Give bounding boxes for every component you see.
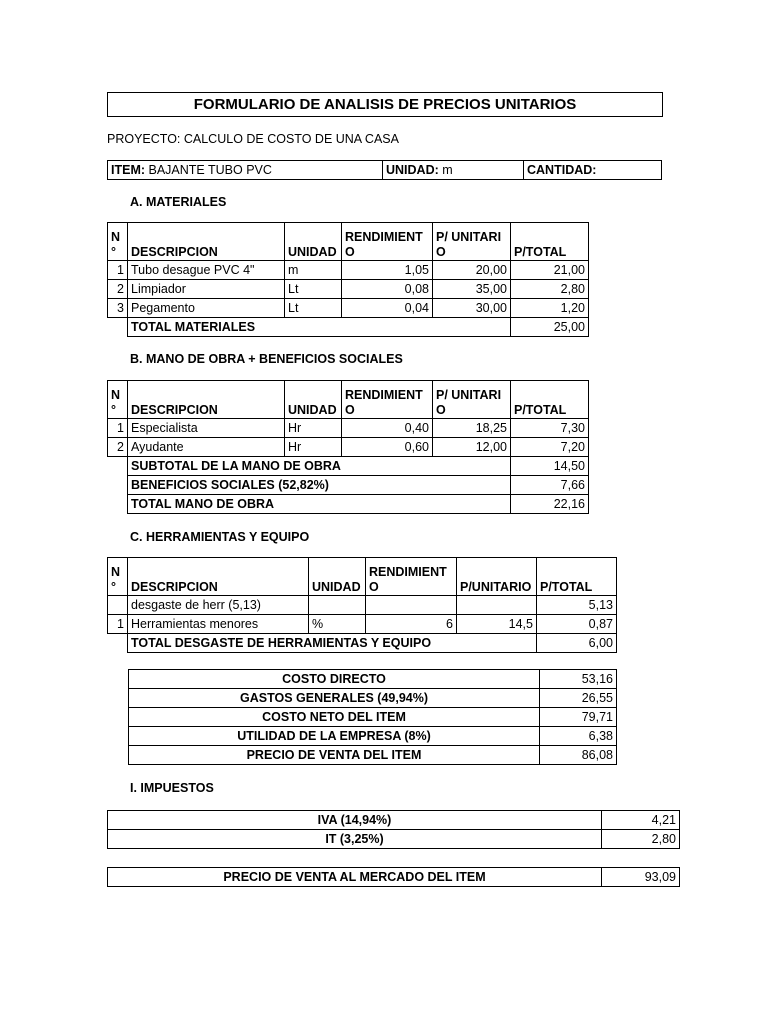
cell-p-total: 2,80 [511,280,589,299]
subtotal-mano-obra-label: SUBTOTAL DE LA MANO DE OBRA [128,457,511,476]
section-impuestos-heading: I. IMPUESTOS [130,781,214,795]
header-p-unitario: P/ UNITARIO [433,381,511,419]
table-row [108,261,589,280]
summary-row [129,670,617,689]
table-header-row [108,381,589,419]
cell-descripcion: Ayudante [128,438,285,457]
gastos-generales-label: GASTOS GENERALES (49,94%) [129,689,540,708]
cell-unidad: % [309,615,366,634]
cell-descripcion: Especialista [128,419,285,438]
cell-p-unitario: 18,25 [433,419,511,438]
total-materiales-label: TOTAL MATERIALES [128,318,511,337]
gastos-generales-value: 26,55 [540,689,617,708]
iva-label: IVA (14,94%) [108,811,602,830]
item-cell [108,161,383,180]
total-mano-obra-label: TOTAL MANO DE OBRA [128,495,511,514]
cell-rendimiento: 0,04 [342,299,433,318]
it-label: IT (3,25%) [108,830,602,849]
costo-neto-label: COSTO NETO DEL ITEM [129,708,540,727]
header-unidad: UNIDAD [309,558,366,596]
cell-unidad: Hr [285,419,342,438]
total-mano-obra-value: 22,16 [511,495,589,514]
costo-directo-label: COSTO DIRECTO [129,670,540,689]
cell-unidad: m [285,261,342,280]
header-p-total: P/TOTAL [511,223,589,261]
cell-p-total: 21,00 [511,261,589,280]
section-materiales-heading: A. MATERIALES [130,195,227,209]
header-unidad: UNIDAD [285,381,342,419]
cell-rendimiento: 1,05 [342,261,433,280]
table-row [108,299,589,318]
tax-row [108,830,680,849]
header-unidad: UNIDAD [285,223,342,261]
cell-descripcion: Tubo desague PVC 4" [128,261,285,280]
header-descripcion: DESCRIPCION [128,223,285,261]
section-herramientas-heading: C. HERRAMIENTAS Y EQUIPO [130,530,310,544]
total-materiales-value: 25,00 [511,318,589,337]
cell-unidad [309,596,366,615]
cell-rendimiento [366,596,457,615]
unidad-value: m [438,163,453,177]
cell-p-total: 5,13 [537,596,617,615]
cell-p-unitario: 14,5 [457,615,537,634]
beneficios-label: BENEFICIOS SOCIALES (52,82%) [128,476,511,495]
summary-row [129,708,617,727]
summary-row [129,727,617,746]
costo-neto-value: 79,71 [540,708,617,727]
cell-n: 3 [108,299,128,318]
precio-mercado-label: PRECIO DE VENTA AL MERCADO DEL ITEM [108,868,602,887]
total-row [108,318,589,337]
table-row [108,280,589,299]
total-row [108,634,617,653]
subtotal-mano-obra-value: 14,50 [511,457,589,476]
materiales-table [107,222,589,337]
table-header-row [108,223,589,261]
cell-p-total: 7,20 [511,438,589,457]
header-p-unitario: P/UNITARIO [457,558,537,596]
section-mano-obra-heading: B. MANO DE OBRA + BENEFICIOS SOCIALES [130,352,403,366]
cell-rendimiento: 6 [366,615,457,634]
header-rendimiento: RENDIMIENT O [342,223,433,261]
cell-n [108,596,128,615]
cell-n: 2 [108,280,128,299]
header-rendimiento: RENDIMIENT O [342,381,433,419]
costo-directo-value: 53,16 [540,670,617,689]
precio-mercado-table [107,867,680,887]
mano-obra-table [107,380,589,514]
table-row [108,438,589,457]
cell-p-unitario: 30,00 [433,299,511,318]
header-descripcion: DESCRIPCION [128,381,285,419]
cell-p-unitario: 12,00 [433,438,511,457]
summary-row [129,746,617,765]
header-rendimiento: RENDIMIENTO [366,558,457,596]
precio-venta-value: 86,08 [540,746,617,765]
header-n: N ° [108,223,128,261]
cell-descripcion: Herramientas menores [128,615,309,634]
herramientas-table [107,557,617,653]
cell-unidad: Lt [285,299,342,318]
page-title: FORMULARIO DE ANALISIS DE PRECIOS UNITARIOS [107,92,663,117]
table-row [108,615,617,634]
cell-n: 1 [108,419,128,438]
utilidad-value: 6,38 [540,727,617,746]
market-price-row [108,868,680,887]
cell-n: 1 [108,261,128,280]
cell-unidad: Hr [285,438,342,457]
header-n: N ° [108,558,128,596]
item-value: BAJANTE TUBO PVC [145,163,272,177]
impuestos-table [107,810,680,849]
header-p-unitario: P/ UNITARIO [433,223,511,261]
item-info-table [107,160,662,180]
it-value: 2,80 [602,830,680,849]
cantidad-cell [524,161,662,180]
beneficios-row [108,476,589,495]
unidad-label: UNIDAD: [386,163,439,177]
project-label: PROYECTO: CALCULO DE COSTO DE UNA CASA [107,132,399,146]
total-herramientas-value: 6,00 [537,634,617,653]
table-header-row [108,558,617,596]
cell-p-unitario [457,596,537,615]
header-p-total: P/TOTAL [511,381,589,419]
beneficios-value: 7,66 [511,476,589,495]
subtotal-row [108,457,589,476]
cell-p-unitario: 35,00 [433,280,511,299]
cell-descripcion: desgaste de herr (5,13) [128,596,309,615]
iva-value: 4,21 [602,811,680,830]
cell-p-total: 0,87 [537,615,617,634]
header-p-total: P/TOTAL [537,558,617,596]
cell-rendimiento: 0,08 [342,280,433,299]
total-herramientas-label: TOTAL DESGASTE DE HERRAMIENTAS Y EQUIPO [128,634,537,653]
cell-rendimiento: 0,40 [342,419,433,438]
cell-unidad: Lt [285,280,342,299]
precio-mercado-value: 93,09 [602,868,680,887]
cell-n: 1 [108,615,128,634]
cell-p-total: 7,30 [511,419,589,438]
precio-venta-label: PRECIO DE VENTA DEL ITEM [129,746,540,765]
table-row [108,419,589,438]
resumen-table [128,669,617,765]
table-row [108,596,617,615]
cell-p-unitario: 20,00 [433,261,511,280]
utilidad-label: UTILIDAD DE LA EMPRESA (8%) [129,727,540,746]
unidad-cell [383,161,524,180]
item-label: ITEM: [111,163,146,177]
cell-rendimiento: 0,60 [342,438,433,457]
cell-n: 2 [108,438,128,457]
cell-p-total: 1,20 [511,299,589,318]
total-row [108,495,589,514]
tax-row [108,811,680,830]
cantidad-label: CANTIDAD: [527,163,597,177]
cell-descripcion: Pegamento [128,299,285,318]
cell-descripcion: Limpiador [128,280,285,299]
header-n: N ° [108,381,128,419]
header-descripcion: DESCRIPCION [128,558,309,596]
summary-row [129,689,617,708]
